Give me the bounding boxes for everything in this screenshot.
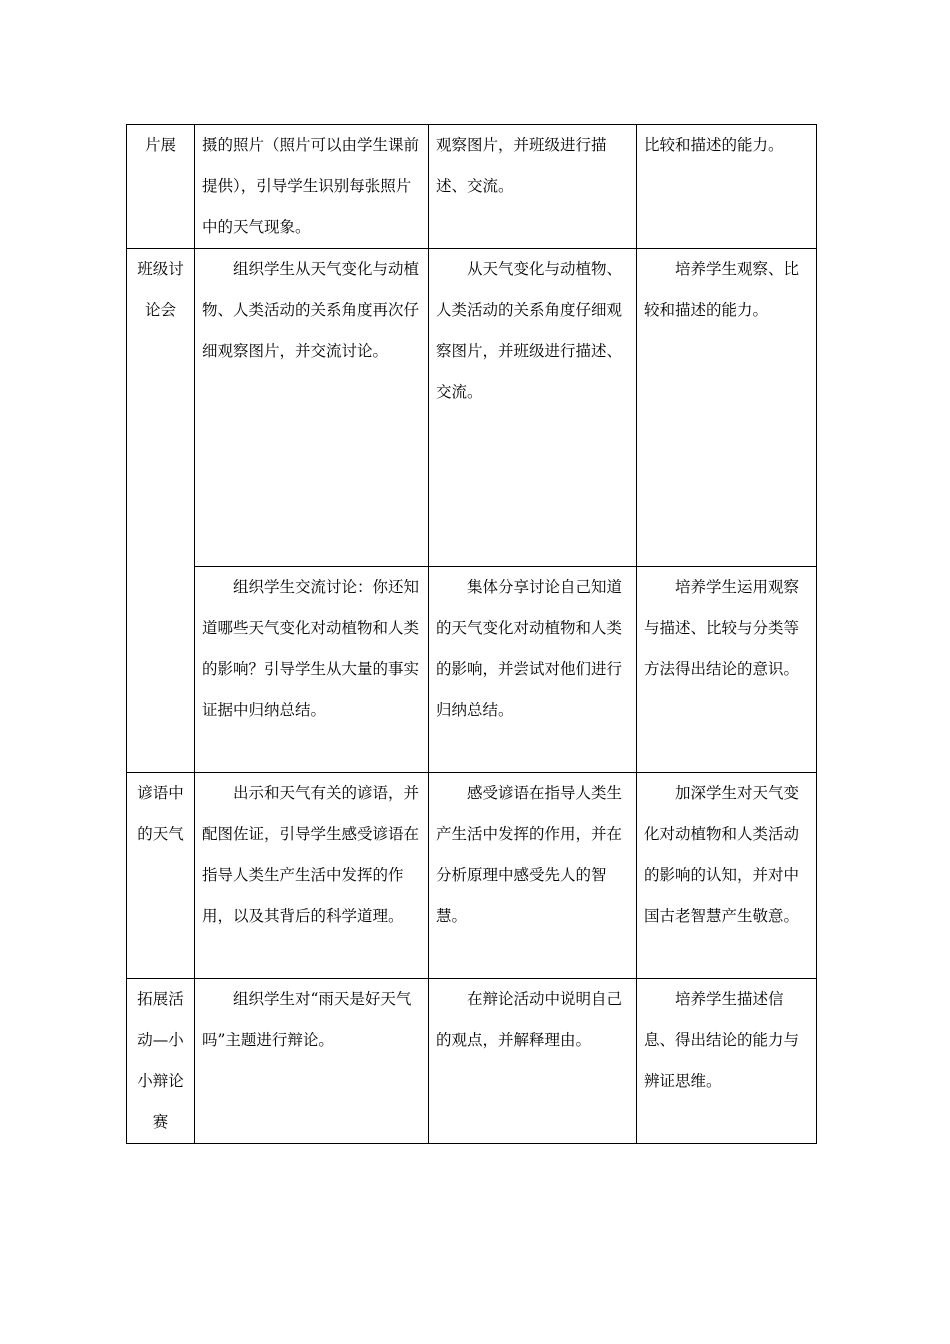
student-activity-cell xyxy=(429,773,637,979)
teacher-activity-cell xyxy=(195,125,429,249)
teacher-activity-cell xyxy=(195,567,429,773)
student-activity-text: 感受谚语在指导人类生产生活中发挥的作用，并在分析原理中感受先人的智慧。 xyxy=(436,784,623,925)
teacher-activity-cell xyxy=(195,249,429,567)
purpose-text: 培养学生观察、比较和描述的能力。 xyxy=(644,260,800,319)
purpose-cell xyxy=(637,979,817,1144)
purpose-text: 加深学生对天气变化对动植物和人类活动的影响的认知，并对中国古老智慧产生敬意。 xyxy=(644,784,800,925)
teacher-activity-text: 组织学生交流讨论：你还知道哪些天气变化对动植物和人类的影响？引导学生从大量的事实证据中归纳总结。 xyxy=(202,578,420,719)
purpose-text: 比较和描述的能力。 xyxy=(644,136,784,154)
purpose-text: 培养学生运用观察与描述、比较与分类等方法得出结论的意识。 xyxy=(644,578,800,678)
table-row xyxy=(127,567,817,773)
student-activity-text: 从天气变化与动植物、人类活动的关系角度仔细观察图片，并班级进行描述、交流。 xyxy=(436,260,623,401)
student-activity-cell xyxy=(429,567,637,773)
stage-label: 拓展活动—小小辩论赛 xyxy=(137,990,184,1131)
purpose-cell xyxy=(637,773,817,979)
student-activity-text: 观察图片，并班级进行描述、交流。 xyxy=(436,136,607,195)
student-activity-cell xyxy=(429,125,637,249)
student-activity-text: 在辩论活动中说明自己的观点，并解释理由。 xyxy=(436,990,623,1049)
teacher-activity-text: 摄的照片（照片可以由学生课前提供），引导学生识别每张照片中的天气现象。 xyxy=(202,136,420,236)
purpose-text: 培养学生描述信息、得出结论的能力与辨证思维。 xyxy=(644,990,800,1090)
stage-label: 谚语中的天气 xyxy=(137,784,184,843)
teacher-activity-text: 组织学生对“雨天是好天气吗”主题进行辩论。 xyxy=(202,990,412,1049)
teacher-activity-cell xyxy=(195,773,429,979)
student-activity-cell xyxy=(429,249,637,567)
purpose-cell xyxy=(637,125,817,249)
stage-cell xyxy=(127,979,195,1144)
table-row xyxy=(127,979,817,1144)
teacher-activity-text: 组织学生从天气变化与动植物、人类活动的关系角度再次仔细观察图片，并交流讨论。 xyxy=(202,260,420,360)
student-activity-text: 集体分享讨论自己知道的天气变化对动植物和人类的影响，并尝试对他们进行归纳总结。 xyxy=(436,578,623,719)
teacher-activity-text: 出示和天气有关的谚语，并配图佐证，引导学生感受谚语在指导人类生产生活中发挥的作用，以及其背后的科学道理。 xyxy=(202,784,420,925)
student-activity-cell xyxy=(429,979,637,1144)
table-row xyxy=(127,125,817,249)
table-row xyxy=(127,249,817,567)
table-row xyxy=(127,773,817,979)
purpose-cell xyxy=(637,249,817,567)
stage-cell xyxy=(127,249,195,773)
stage-cell xyxy=(127,773,195,979)
teacher-activity-cell xyxy=(195,979,429,1144)
stage-label: 班级讨论会 xyxy=(137,260,184,319)
lesson-plan-table xyxy=(126,124,817,1144)
purpose-cell xyxy=(637,567,817,773)
stage-cell xyxy=(127,125,195,249)
stage-label: 片展 xyxy=(144,136,176,154)
